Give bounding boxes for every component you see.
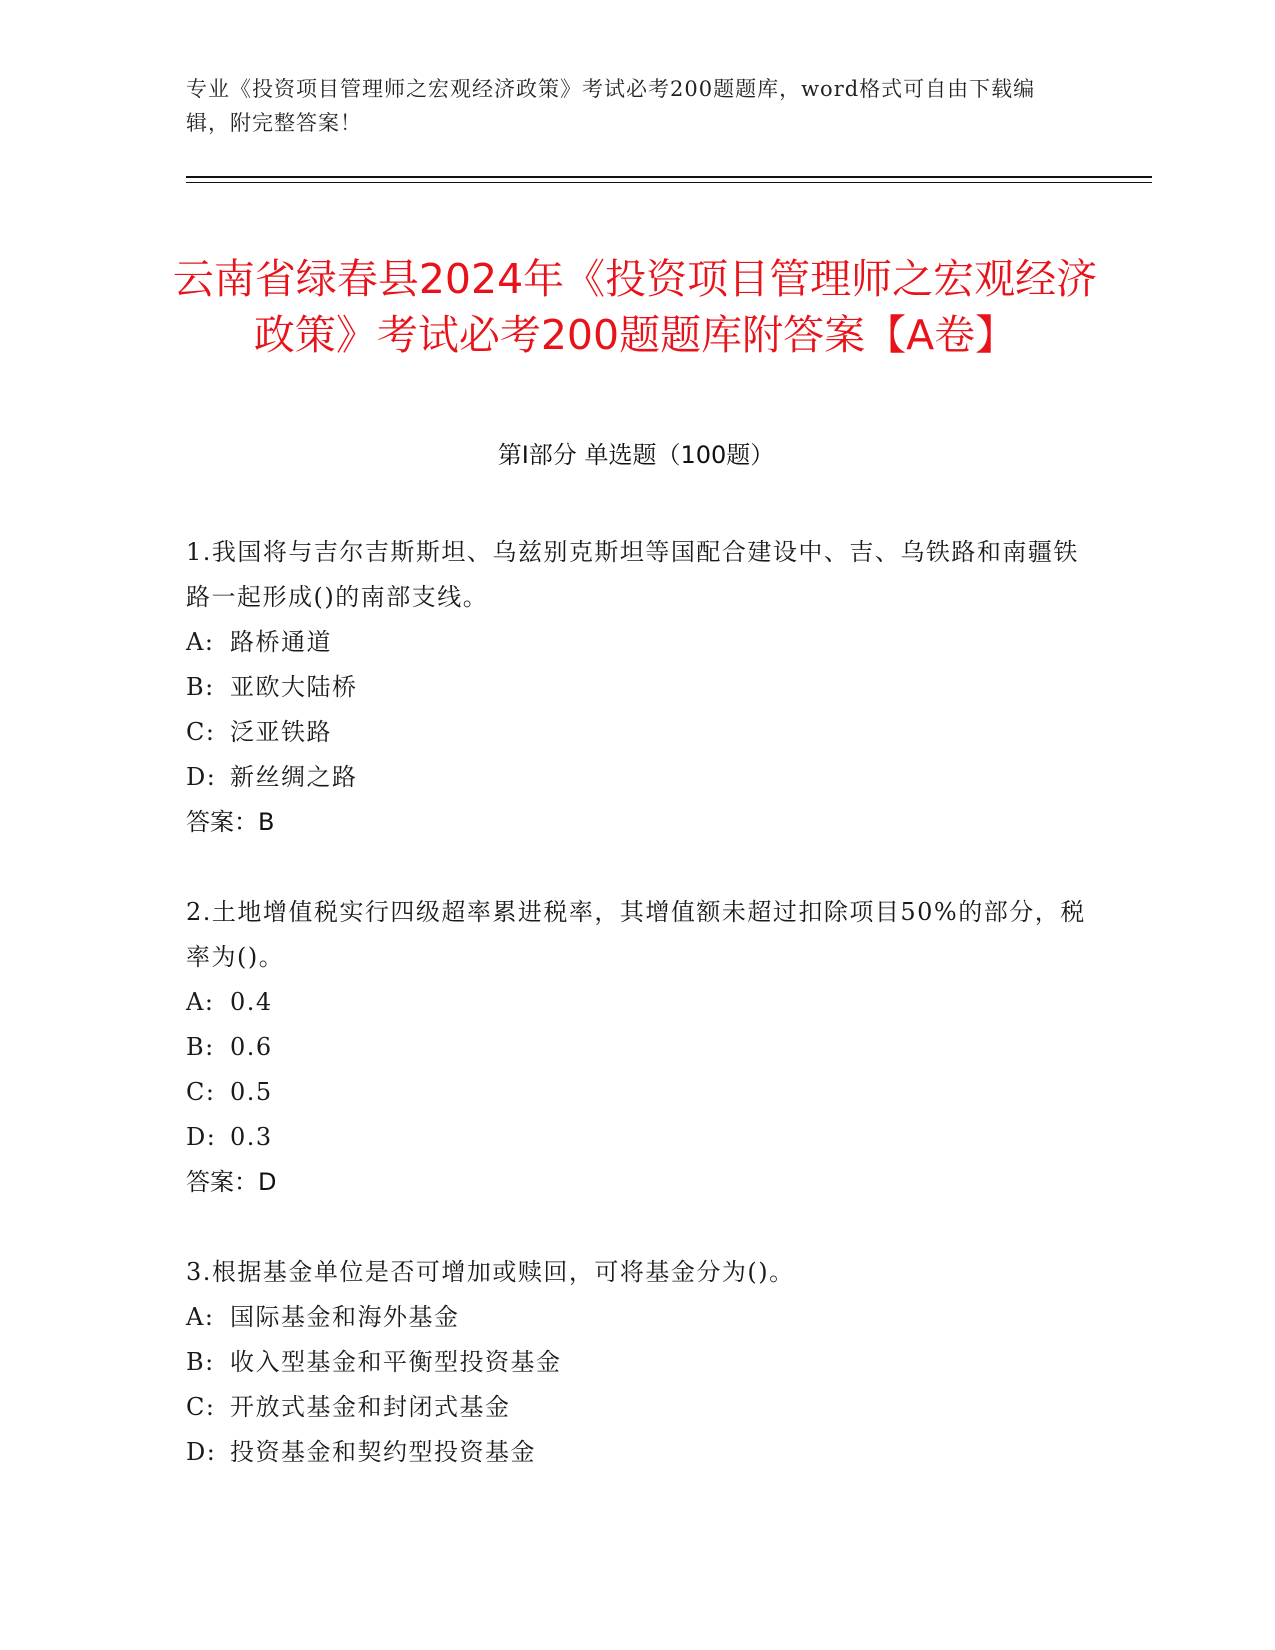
option-key: B: — [186, 1033, 215, 1061]
option-key: D: — [186, 1123, 217, 1151]
option-b — [186, 665, 1086, 710]
option-c — [186, 1385, 1086, 1430]
option-d — [186, 1430, 1086, 1475]
option-key: B: — [186, 1348, 215, 1376]
option-text: 亚欧大陆桥 — [230, 673, 358, 701]
option-c — [186, 1070, 1086, 1115]
question-list — [186, 530, 1086, 1475]
option-d — [186, 1115, 1086, 1160]
option-text: 开放式基金和封闭式基金 — [230, 1393, 511, 1421]
option-d — [186, 755, 1086, 800]
option-b — [186, 1025, 1086, 1070]
question-stem: 2.土地增值税实行四级超率累进税率，其增值额未超过扣除项目50%的部分，税率为()。 — [186, 898, 1086, 971]
answer-line: 答案：D — [186, 1168, 277, 1196]
option-a — [186, 980, 1086, 1025]
document-title: 云南省绿春县2024年《投资项目管理师之宏观经济政策》考试必考200题题库附答案【A卷】 — [172, 255, 1098, 360]
option-key: A: — [186, 988, 215, 1016]
option-text: 0.6 — [230, 1033, 273, 1061]
option-key: C: — [186, 1393, 216, 1421]
option-text: 0.5 — [230, 1078, 273, 1106]
option-key: A: — [186, 628, 215, 656]
option-key: B: — [186, 673, 215, 701]
option-text: 国际基金和海外基金 — [230, 1303, 460, 1331]
option-a — [186, 1295, 1086, 1340]
option-text: 泛亚铁路 — [230, 718, 332, 746]
option-text: 0.3 — [230, 1123, 273, 1151]
option-key: D: — [186, 1438, 217, 1466]
question-3 — [186, 1250, 1086, 1475]
section-heading: 第I部分 单选题（100题） — [497, 441, 775, 469]
option-b — [186, 1340, 1086, 1385]
option-c — [186, 710, 1086, 755]
header-divider-thin — [186, 182, 1152, 183]
option-key: D: — [186, 763, 217, 791]
option-text: 0.4 — [230, 988, 273, 1016]
option-text: 路桥通道 — [230, 628, 332, 656]
question-stem: 1.我国将与吉尔吉斯斯坦、乌兹别克斯坦等国配合建设中、吉、乌铁路和南疆铁路一起形成()的南部支线。 — [186, 538, 1079, 611]
header-divider-thick — [186, 176, 1152, 178]
option-a — [186, 620, 1086, 665]
option-key: A: — [186, 1303, 215, 1331]
option-key: C: — [186, 1078, 216, 1106]
question-spacer — [186, 1205, 1086, 1250]
question-spacer — [186, 845, 1086, 890]
header-note: 专业《投资项目管理师之宏观经济政策》考试必考200题题库，word格式可自由下载编辑，附完整答案！ — [186, 77, 1036, 135]
question-1 — [186, 530, 1086, 845]
option-text: 投资基金和契约型投资基金 — [230, 1438, 536, 1466]
option-text: 新丝绸之路 — [230, 763, 358, 791]
question-stem: 3.根据基金单位是否可增加或赎回，可将基金分为()。 — [186, 1258, 795, 1286]
option-key: C: — [186, 718, 216, 746]
question-2 — [186, 890, 1086, 1205]
option-text: 收入型基金和平衡型投资基金 — [230, 1348, 562, 1376]
answer-line: 答案：B — [186, 808, 275, 836]
